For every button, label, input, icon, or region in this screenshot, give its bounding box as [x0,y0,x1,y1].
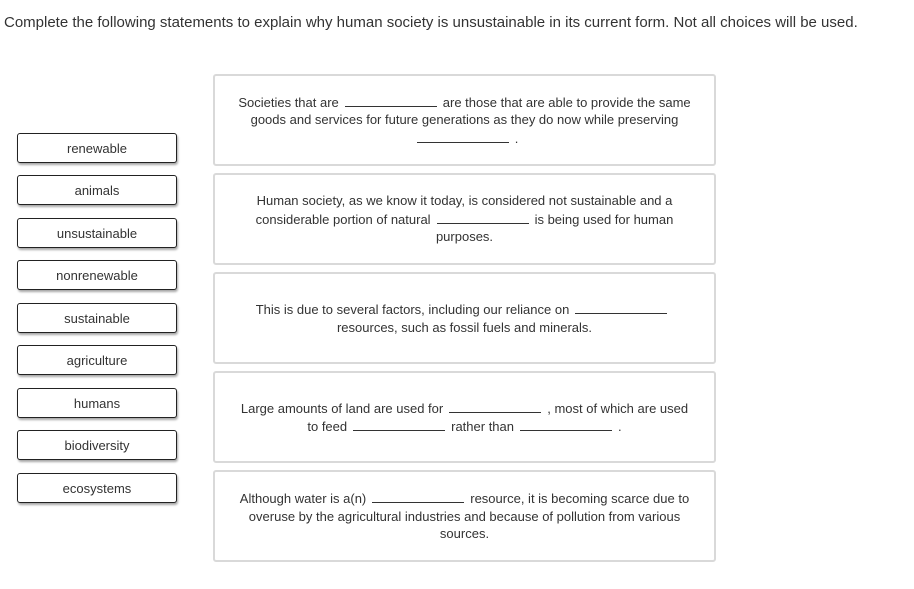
statement-text [237,489,692,543]
statement-fragment: resources, such as fossil fuels and minerals. [336,319,593,335]
choice-tile[interactable]: humans [17,388,177,418]
statement-box-3 [213,272,716,364]
choice-tile[interactable]: unsustainable [17,218,177,248]
drop-blank[interactable] [345,93,437,107]
statement-text [237,93,692,148]
choice-tile[interactable]: nonrenewable [17,260,177,290]
drop-blank[interactable] [520,417,612,431]
statement-fragment: is being used for human purposes. [435,211,674,245]
drop-blank[interactable] [437,210,529,224]
instructions-text: Complete the following statements to explain why human society is unsustainable in its current form. Not all choices will be used. [4,14,858,31]
statement-box-1 [213,74,716,166]
statement-fragment: , most of which are used to feed [307,400,689,434]
statement-text [237,192,692,246]
choice-tile[interactable]: ecosystems [17,473,177,503]
statement-fragment: . [618,419,622,434]
statement-fragment: This is due to several factors, including our reliance on [255,302,570,317]
drop-blank[interactable] [575,300,667,314]
choice-tile[interactable]: animals [17,175,177,205]
choice-tile[interactable]: sustainable [17,303,177,333]
drop-blank[interactable] [449,399,541,413]
statement-fragment: Large amounts of land are used for [240,400,444,416]
choice-tile[interactable]: renewable [17,133,177,163]
statement-fragment: resource, it is becoming scarce due to overuse by the agricultural industries and because of pollution from various sources. [248,491,690,542]
statement-fragment: Although water is a(n) [239,491,367,507]
choice-tile[interactable]: agriculture [17,345,177,375]
statement-fragment: . [514,130,519,146]
statement-fragment: Human society, as we know it today, is considered not sustainable and a considerable portion of natural [255,193,673,227]
statement-fragment: Societies that are [238,94,339,110]
choice-tile[interactable]: biodiversity [17,430,177,460]
statement-fragment: rather than [451,419,514,434]
statement-fragment: are those that are able to provide the same goods and services for future generations as they do now while preserving [250,94,691,128]
drop-blank[interactable] [372,489,464,503]
statement-box-4 [213,371,716,463]
drop-blank[interactable] [353,417,445,431]
statement-text [237,399,692,436]
statement-box-2 [213,173,716,265]
drop-blank[interactable] [417,129,509,143]
statement-box-5 [213,470,716,562]
statement-text [237,300,692,336]
